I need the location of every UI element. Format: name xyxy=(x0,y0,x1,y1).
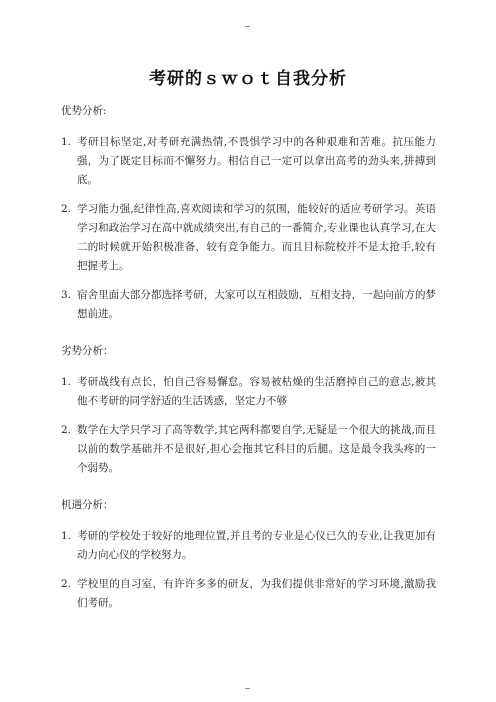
item-text: 数学在大学只学习了高等数学,其它两科都要自学,无疑是一个很大的挑战,而且以前的数学基础并不是很好,担心会拖其它科目的后腿。这是最令我头疼的一个弱势。 xyxy=(77,424,436,474)
item-number: 3. xyxy=(61,289,72,301)
header-mark: ‒ xyxy=(244,22,252,32)
document-title: 考研的ｓｗｏｔ自我分析 xyxy=(149,69,347,89)
list-item xyxy=(61,286,436,324)
section-strengths xyxy=(61,102,436,324)
item-text: 学习能力强,纪律性高,喜欢阅读和学习的氛围，能较好的适应考研学习。英语学习和政治学习在高中就成绩突出,有自己的一番简介,专业课也认真学习,在大二的时候就开始积极准备，较有竞争能力。而且目标院校并不是太抢手,较有把握考上。 xyxy=(77,203,436,272)
item-number: 1. xyxy=(61,136,72,148)
item-text: 考研战线有点长，怕自己容易懈怠。容易被枯燥的生活磨掉自己的意志,被其他不考研的同学舒适的生活诱惑，坚定力不够 xyxy=(77,376,436,407)
section-heading: 机遇分析： xyxy=(61,499,114,511)
list-item xyxy=(61,421,436,478)
list-item xyxy=(61,200,436,276)
section-heading: 优势分析: xyxy=(61,105,107,117)
footer-mark: ‒ xyxy=(244,684,252,694)
list-item xyxy=(61,527,436,565)
item-number: 1. xyxy=(61,530,72,542)
document-body xyxy=(61,102,436,623)
item-number: 2. xyxy=(61,424,72,436)
item-text: 考研目标坚定,对考研充满热情,不畏惧学习中的各种艰难和苦难。抗压能力强，为了既定目标而不懈努力。相信自己一定可以拿出高考的劲头来,拼搏到底。 xyxy=(77,136,436,186)
list-item xyxy=(61,373,436,411)
item-text: 考研的学校处于较好的地理位置,并且考的专业是心仪已久的专业,让我更加有动力向心仪的学校努力。 xyxy=(77,530,436,561)
section-opportunities xyxy=(61,496,436,613)
item-number: 1. xyxy=(61,376,72,388)
section-weaknesses xyxy=(61,342,436,478)
item-text: 宿舍里面大部分都选择考研，大家可以互相鼓励，互相支持，一起向前方的梦想前进。 xyxy=(77,289,436,320)
item-number: 2. xyxy=(61,203,72,215)
item-number: 2. xyxy=(61,578,72,590)
section-heading: 劣势分析： xyxy=(61,345,114,357)
list-item xyxy=(61,133,436,190)
list-item xyxy=(61,575,436,613)
item-text: 学校里的自习室，有许许多多的研友，为我们提供非常好的学习环境,激励我们考研。 xyxy=(77,578,436,609)
